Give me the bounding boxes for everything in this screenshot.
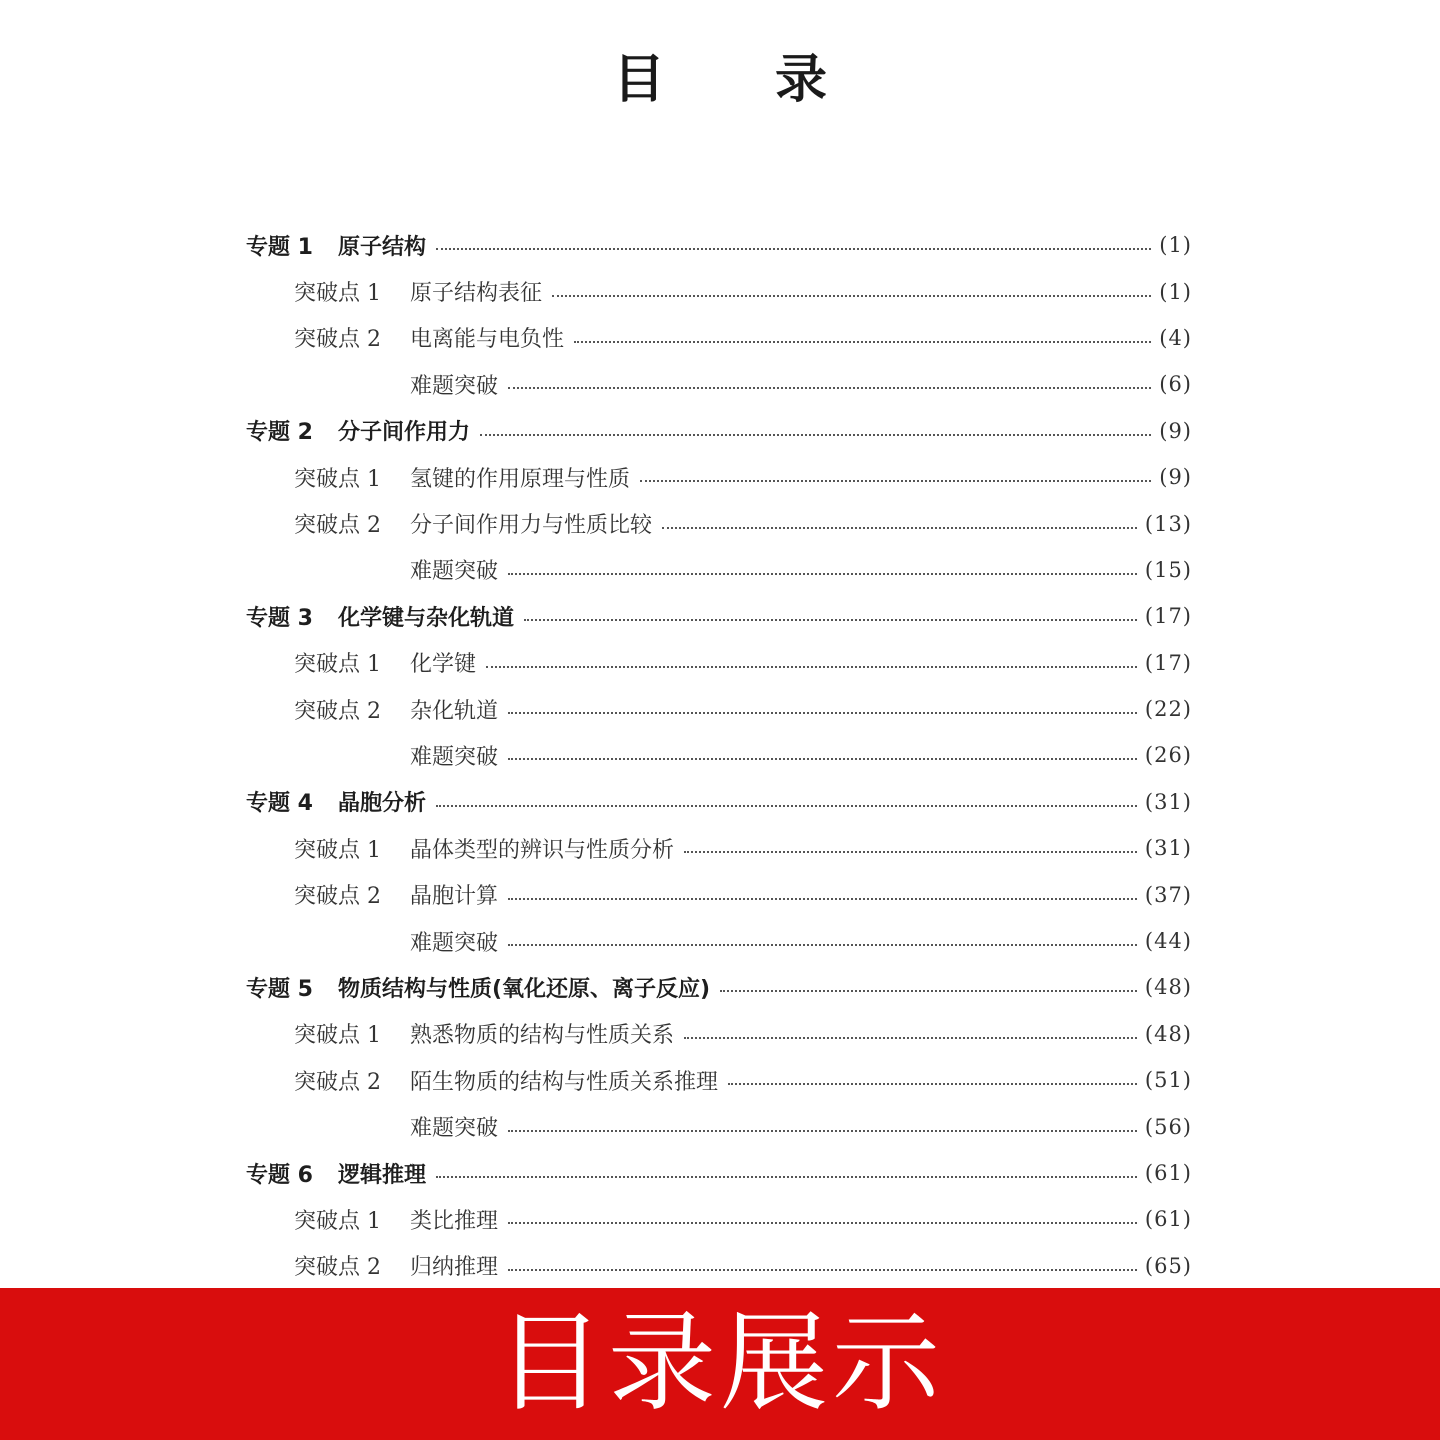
dot-leader — [640, 480, 1151, 482]
toc-entry-number: 突破点 2 — [294, 327, 381, 353]
dot-leader — [508, 898, 1137, 900]
toc-page-number: (1) — [1159, 279, 1192, 304]
toc-subsection-row — [246, 315, 1192, 361]
toc-entry-number: 专题 4 — [246, 791, 313, 817]
toc-page-number: (13) — [1144, 511, 1192, 536]
toc-entry-title: 陌生物质的结构与性质关系推理 — [410, 1069, 719, 1095]
toc-page-number: (51) — [1144, 1068, 1192, 1093]
dot-leader — [720, 990, 1137, 992]
toc-entry-title: 难题突破 — [410, 1116, 499, 1142]
toc-entry-number: 突破点 1 — [294, 837, 381, 863]
toc-entry-title: 归纳推理 — [410, 1255, 499, 1281]
banner-text: 目录展示 — [495, 1301, 944, 1426]
toc-page-number: (15) — [1144, 557, 1192, 582]
toc-entry-title: 电离能与电负性 — [410, 327, 565, 353]
toc-section-row — [246, 964, 1192, 1010]
toc-subsection-row — [246, 547, 1192, 593]
toc-entry-number: 专题 5 — [246, 976, 313, 1002]
toc-page-number: (4) — [1159, 325, 1192, 350]
toc-subsection-row — [246, 454, 1192, 500]
toc-entry-title: 氢键的作用原理与性质 — [410, 466, 631, 492]
toc-subsection-row — [246, 361, 1192, 407]
toc-page-number: (48) — [1144, 1021, 1192, 1046]
toc-entry-title: 难题突破 — [410, 930, 499, 956]
toc-section-row — [246, 593, 1192, 639]
toc-subsection-row — [246, 268, 1192, 314]
toc-page-number: (26) — [1144, 743, 1192, 768]
toc-subsection-row — [246, 1057, 1192, 1103]
dot-leader — [524, 619, 1137, 621]
toc-page-number: (17) — [1144, 650, 1192, 675]
toc-entry-title: 物质结构与性质(氧化还原、离子反应) — [338, 976, 711, 1002]
toc-entry-number: 专题 1 — [246, 234, 313, 260]
toc-entry-title: 类比推理 — [410, 1208, 499, 1234]
toc-entry-title: 原子结构表征 — [410, 281, 543, 307]
toc-subsection-row — [246, 825, 1192, 871]
toc-entry-title: 分子间作用力 — [338, 420, 471, 446]
toc-page-number: (61) — [1144, 1207, 1192, 1232]
toc-section-row — [246, 779, 1192, 825]
toc-entry-title: 晶胞分析 — [338, 791, 427, 817]
dot-leader — [508, 387, 1151, 389]
toc-section-row — [246, 222, 1192, 268]
toc-entry-number: 专题 3 — [246, 605, 313, 631]
toc-entry-title: 逻辑推理 — [338, 1162, 427, 1188]
toc-entry-number: 突破点 1 — [294, 281, 381, 307]
dot-leader — [552, 295, 1151, 297]
toc-page-number: (9) — [1159, 418, 1192, 443]
dot-leader — [508, 1269, 1137, 1271]
dot-leader — [436, 248, 1151, 250]
dot-leader — [508, 944, 1137, 946]
toc-entry-title: 难题突破 — [410, 559, 499, 585]
toc-subsection-row — [246, 1011, 1192, 1057]
toc-entry-number: 专题 2 — [246, 420, 313, 446]
dot-leader — [728, 1083, 1137, 1085]
dot-leader — [436, 1176, 1137, 1178]
toc-entry-title: 熟悉物质的结构与性质关系 — [410, 1023, 675, 1049]
toc-entry-number: 突破点 2 — [294, 698, 381, 724]
toc-entry-number: 突破点 1 — [294, 1023, 381, 1049]
dot-leader — [480, 434, 1151, 436]
toc-subsection-row — [246, 1196, 1192, 1242]
dot-leader — [508, 1222, 1137, 1224]
toc-entry-title: 分子间作用力与性质比较 — [410, 513, 653, 539]
toc-section-row — [246, 1150, 1192, 1196]
dot-leader — [662, 527, 1137, 529]
dot-leader — [574, 341, 1151, 343]
toc-entry-title: 杂化轨道 — [410, 698, 499, 724]
dot-leader — [486, 666, 1137, 668]
toc-page-number: (22) — [1144, 697, 1192, 722]
table-of-contents — [246, 222, 1192, 1289]
toc-entry-number: 专题 6 — [246, 1162, 313, 1188]
toc-page-number: (44) — [1144, 929, 1192, 954]
toc-subsection-row — [246, 1103, 1192, 1149]
toc-entry-number: 突破点 2 — [294, 1255, 381, 1281]
toc-entry-number: 突破点 1 — [294, 466, 381, 492]
toc-entry-title: 晶胞计算 — [410, 884, 499, 910]
dot-leader — [508, 758, 1137, 760]
toc-entry-number: 突破点 2 — [294, 513, 381, 539]
toc-page-number: (48) — [1144, 975, 1192, 1000]
toc-subsection-row — [246, 686, 1192, 732]
toc-entry-number: 突破点 1 — [294, 1208, 381, 1234]
toc-page-number: (9) — [1159, 465, 1192, 490]
toc-page-number: (65) — [1144, 1253, 1192, 1278]
toc-section-row — [246, 408, 1192, 454]
toc-subsection-row — [246, 640, 1192, 686]
dot-leader — [436, 805, 1137, 807]
toc-page-number: (6) — [1159, 372, 1192, 397]
toc-subsection-row — [246, 918, 1192, 964]
toc-page-number: (61) — [1144, 1161, 1192, 1185]
toc-entry-title: 难题突破 — [410, 744, 499, 770]
toc-subsection-row — [246, 500, 1192, 546]
dot-leader — [684, 851, 1137, 853]
toc-page-number: (31) — [1144, 836, 1192, 861]
toc-entry-number: 突破点 1 — [294, 652, 381, 678]
toc-subsection-row — [246, 871, 1192, 917]
toc-entry-title: 化学键 — [410, 652, 477, 678]
toc-entry-number: 突破点 2 — [294, 1069, 381, 1095]
toc-subsection-row — [246, 1243, 1192, 1289]
toc-page-number: (56) — [1144, 1114, 1192, 1139]
toc-subsection-row — [246, 732, 1192, 778]
dot-leader — [684, 1037, 1137, 1039]
toc-page-number: (37) — [1144, 882, 1192, 907]
footer-banner — [0, 1288, 1440, 1440]
page-title: 目 录 — [612, 49, 874, 110]
toc-page-number: (17) — [1144, 604, 1192, 629]
toc-page-number: (1) — [1159, 233, 1192, 258]
toc-entry-title: 难题突破 — [410, 373, 499, 399]
toc-entry-title: 晶体类型的辨识与性质分析 — [410, 837, 675, 863]
dot-leader — [508, 1130, 1137, 1132]
toc-page-number: (31) — [1144, 789, 1192, 814]
dot-leader — [508, 712, 1137, 714]
toc-entry-number: 突破点 2 — [294, 884, 381, 910]
dot-leader — [508, 573, 1137, 575]
toc-entry-title: 原子结构 — [338, 234, 427, 260]
toc-entry-title: 化学键与杂化轨道 — [338, 605, 515, 631]
